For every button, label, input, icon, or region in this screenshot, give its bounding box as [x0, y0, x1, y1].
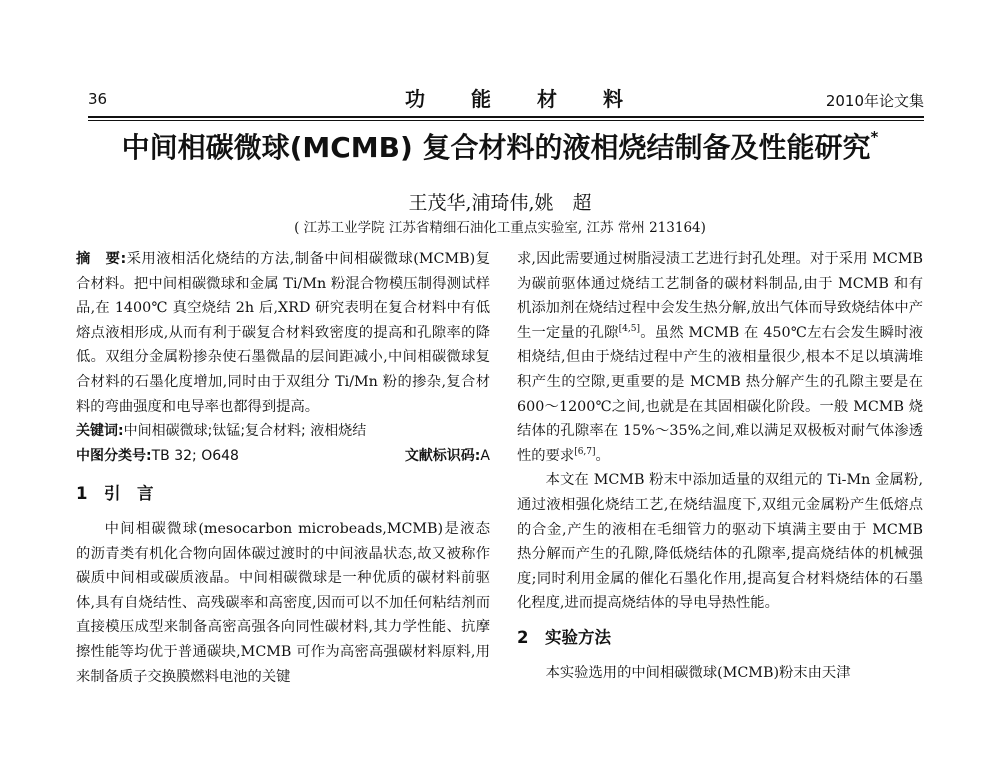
- right-paragraph-1-part-c: 。: [595, 447, 610, 464]
- clc-label: 中图分类号:: [76, 447, 152, 464]
- clc-value: TB 32; O648: [151, 447, 239, 464]
- abstract-label: 摘 要:: [76, 251, 127, 267]
- abstract-text: 采用液相活化烧结的方法,制备中间相碳微球(MCMB)复合材料。把中间相碳微球和金属 Ti/Mn 粉混合物模压制得测试样品,在 1400℃ 真空烧结 2h 后,XRD 研究表明在复合材料中有低熔点液相形成,从而有利于碳复合材料致密度的提高和孔隙率的降低。双组分金属粉掺杂使石墨微晶的层间距减小,中间相碳微球复合材料的石墨化度增加,同时由于双组分 Ti/Mn 粉的掺杂,复合材料的弯曲强度和电导率也都得到提高。: [76, 251, 490, 415]
- paper-title-text: 中间相碳微球(MCMB) 复合材料的液相烧结制备及性能研究: [121, 131, 871, 164]
- citation-4-5: [4,5]: [618, 324, 640, 335]
- citation-6-7: [6,7]: [574, 446, 596, 457]
- section-2-paragraph: 本实验选用的中间相碳微球(MCMB)粉末由天津: [545, 664, 851, 681]
- doc-value: A: [480, 447, 490, 464]
- right-paragraph-2: 本文在 MCMB 粉末中添加适量的双组元的 Ti-Mn 金属粉,通过液相强化烧结工艺,在烧结温度下,双组元金属粉产生低熔点的合金,产生的液相在毛细管力的驱动下填满主要由于 MCMB 热分解而产生的孔隙,降低烧结体的孔隙率,提高烧结体的机械强度;同时利用金属的催化石墨化作用,提高复合材料烧结体的石墨化程度,进而提高烧结体的导电导热性能。: [517, 472, 923, 612]
- issue-label: 2010年论文集: [825, 92, 924, 110]
- abstract: [76, 247, 490, 419]
- keywords-label: 关键词:: [76, 423, 124, 440]
- doc-code: [405, 444, 490, 469]
- author-list: 王茂华,浦琦伟,姚 超: [408, 192, 592, 214]
- title-footnote-mark: *: [870, 128, 879, 146]
- right-paragraph-1: [517, 247, 923, 468]
- keywords-text: 中间相碳微球;钛锰;复合材料; 液相烧结: [123, 423, 367, 440]
- page-number: 36: [88, 90, 108, 108]
- section-1-paragraph: 中间相碳微球(mesocarbon microbeads,MCMB)是液态的沥青类有机化合物向固体碳过渡时的中间液晶状态,故又被称作碳质中间相或碳质液晶。中间相碳微球是一种优质的碳材料前驱体,具有自烧结性、高残碳率和高密度,因而可以不加任何粘结剂而直接模压成型来制备高密高强各向同性碳材料,其力学性能、抗摩擦性能等均优于普通碳块,MCMB 可作为高密高强碳材料原料,用来制备质子交换膜燃料电池的关键: [76, 520, 490, 685]
- clc-code: [76, 444, 239, 469]
- left-column: [76, 247, 490, 689]
- right-paragraph-1-part-b: 。虽然 MCMB 在 450℃左右会发生瞬时液相烧结,但由于烧结过程中产生的液相量很少,根本不足以填满堆积产生的空隙,更重要的是 MCMB 热分解产生的孔隙主要是在 600～1200℃之间,也就是在其固相碳化阶段。一般 MCMB 烧结体的孔隙率在 15%～35%之间,难以满足双极板对耐气体渗透性的要求: [517, 324, 924, 464]
- section-1-heading: 1 引 言: [76, 484, 154, 504]
- header-rule-thin: [88, 120, 924, 121]
- right-column: [517, 247, 923, 685]
- keywords: [76, 419, 490, 444]
- header-rule: [88, 116, 924, 118]
- affiliation: ( 江苏工业学院 江苏省精细石油化工重点实验室, 江苏 常州 213164): [294, 220, 706, 236]
- paper-title: [60, 126, 940, 166]
- doc-label: 文献标识码:: [404, 447, 481, 464]
- classification-line: [76, 444, 490, 469]
- journal-name: 功能材料: [405, 87, 669, 111]
- section-2-heading: 2 实验方法: [517, 627, 611, 647]
- right-paragraph-1-part-a: 求,因此需要通过树脂浸渍工艺进行封孔处理。对于采用 MCMB 为碳前驱体通过烧结工艺制备的碳材料制品,由于 MCMB 和有机添加剂在烧结过程中会发生热分解,放出气体而导致烧结体中产生一定量的孔隙: [517, 251, 923, 341]
